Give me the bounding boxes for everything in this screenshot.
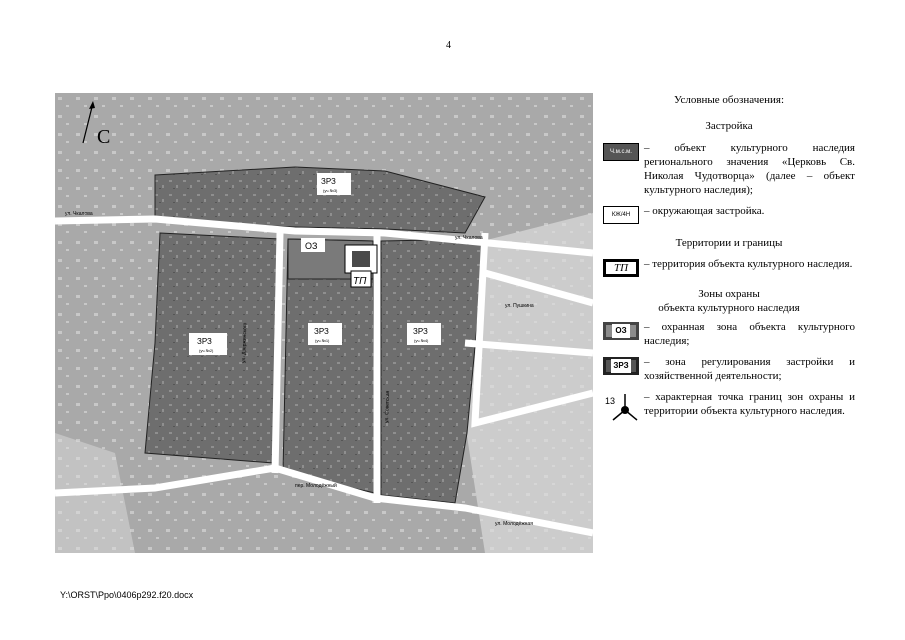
zone-label-2: ЗРЗ (197, 337, 212, 346)
legend-text: – характерная точка границ зон охраны и территории объекта культурного наследия. (644, 391, 855, 417)
zone-label-4-sub: (уч.№4) (414, 338, 429, 343)
zone-label-4: ЗРЗ (413, 327, 428, 336)
territory-swatch: ТП (603, 259, 639, 277)
legend-item-zrz (603, 355, 855, 383)
legend-item-oz (603, 320, 855, 348)
legend-text: – территория объекта культурного наследия. (644, 258, 853, 270)
street-label: ул. Дзержинского (241, 322, 249, 364)
tp-label: ТП (353, 276, 367, 287)
surrounding-swatch: КЖ/4Н (603, 206, 639, 224)
legend-section-territory: Территории и границы (675, 237, 783, 249)
street-label: ул. Советская (384, 390, 392, 424)
legend-item-heritage (603, 141, 855, 197)
oz-swatch (603, 322, 639, 340)
legend (603, 93, 855, 426)
zone-label-3-sub: (уч.№3) (323, 188, 338, 193)
zone-label-2-sub: (уч.№2) (199, 348, 214, 353)
map-drawing (55, 93, 593, 553)
north-label: С (97, 126, 111, 148)
zone-label-1: ЗРЗ (314, 327, 329, 336)
legend-item-territory (603, 257, 855, 277)
zrz-swatch (603, 357, 639, 375)
oz-swatch-label: ОЗ (612, 324, 629, 338)
street-label: ул. Пушкина (505, 303, 534, 309)
heritage-swatch: Ч.м.с.м. (603, 143, 639, 161)
oz-label: ОЗ (305, 241, 318, 251)
file-path: Y:\ORST\Ppo\0406p292.f20.docx (60, 590, 194, 600)
legend-section-zones-sub: объекта культурного наследия (658, 302, 800, 314)
page-number: 4 (446, 40, 451, 51)
street-label: ул. Чкалова (455, 235, 483, 241)
street-label: пер. Молодёжный (295, 483, 337, 489)
legend-section-zones: Зоны охраны (698, 288, 760, 300)
legend-text: – объект культурного наследия регионального значения «Церковь Св. Николая Чудотворца» (далее – объект культурного наследия); (644, 142, 855, 196)
legend-text: – охранная зона объекта культурного наследия; (644, 321, 855, 347)
zone-label-3: ЗРЗ (321, 177, 336, 186)
site-map (55, 93, 593, 553)
legend-text: – зона регулирования застройки и хозяйственной деятельности; (644, 356, 855, 382)
zone-label-1-sub: (уч.№1) (315, 338, 330, 343)
zrz-swatch-label: ЗРЗ (611, 359, 630, 373)
point-number: 13 (605, 396, 616, 406)
legend-section-building: Застройка (705, 120, 753, 132)
street-label: ул. Молодёжная (495, 521, 533, 527)
legend-item-point (603, 390, 855, 426)
legend-item-surrounding (603, 204, 855, 224)
point-marker-icon (603, 390, 639, 426)
legend-text: – окружающая застройка. (644, 205, 765, 217)
street-label: ул. Чкалова (65, 211, 93, 217)
legend-title: Условные обозначения: (673, 94, 785, 106)
